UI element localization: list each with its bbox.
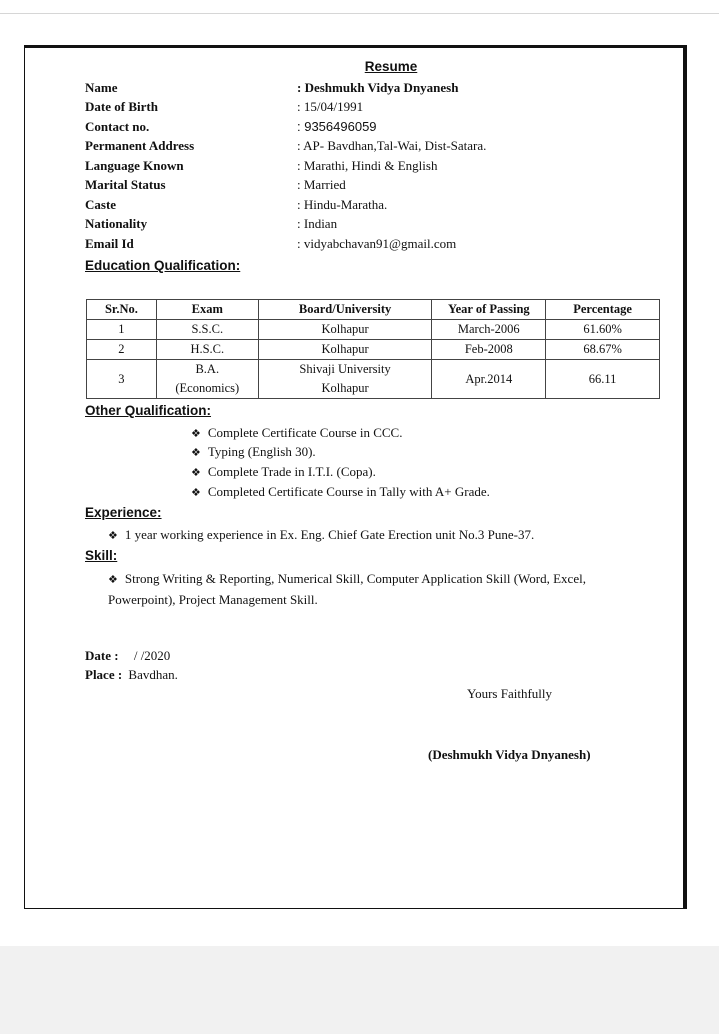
table-cell: 66.11 xyxy=(546,360,660,399)
table-cell: Apr.2014 xyxy=(432,360,546,399)
list-item xyxy=(191,425,402,441)
table-cell: S.S.C. xyxy=(156,320,258,340)
bullet-icon: ❖ xyxy=(108,530,118,542)
other-qualification-heading: Other Qualification: xyxy=(85,403,212,418)
board-line: Kolhapur xyxy=(321,381,369,395)
table-cell xyxy=(258,360,432,399)
list-item xyxy=(191,464,376,480)
date-line xyxy=(85,648,170,664)
date-value: / /2020 xyxy=(133,648,171,663)
column-header: Exam xyxy=(156,300,258,320)
skill-heading: Skill: xyxy=(85,548,118,563)
table-cell: Kolhapur xyxy=(258,320,432,340)
signature: (Deshmukh Vidya Dnyanesh) xyxy=(428,747,591,762)
language-value: : Marathi, Hindi & English xyxy=(297,158,438,173)
bullet-icon: ❖ xyxy=(108,574,118,586)
place-label: Place : xyxy=(85,667,123,682)
education-table xyxy=(86,299,660,399)
date-label: Date : xyxy=(85,648,119,663)
table-row xyxy=(87,320,660,340)
bullet-icon: ❖ xyxy=(191,467,201,479)
address-value: : AP- Bavdhan,Tal-Wai, Dist-Satara. xyxy=(297,138,487,153)
board-line: Shivaji University xyxy=(299,362,391,376)
table-header-row xyxy=(87,300,660,320)
nationality-value: : Indian xyxy=(297,216,338,231)
list-item-text: Typing (English 30). xyxy=(207,444,316,459)
table-cell: March-2006 xyxy=(432,320,546,340)
list-item-text: 1 year working experience in Ex. Eng. Chief Gate Erection unit No.3 Pune-37. xyxy=(124,527,535,542)
bullet-icon: ❖ xyxy=(191,487,201,499)
table-cell: Kolhapur xyxy=(258,340,432,360)
list-item xyxy=(108,569,648,610)
column-header: Sr.No. xyxy=(87,300,157,320)
top-divider xyxy=(0,13,719,14)
dob-label: Date of Birth xyxy=(85,99,158,114)
table-cell: 68.67% xyxy=(546,340,660,360)
contact-value: : 9356496059 xyxy=(297,119,377,134)
column-header: Year of Passing xyxy=(432,300,546,320)
closing-text: Yours Faithfully xyxy=(467,686,553,701)
table-row xyxy=(87,360,660,399)
table-row xyxy=(87,340,660,360)
name-label: Name xyxy=(85,80,118,95)
experience-heading: Experience: xyxy=(85,505,162,520)
caste-label: Caste xyxy=(85,197,117,212)
list-item-text: Completed Certificate Course in Tally with A+ Grade. xyxy=(207,484,490,499)
column-header: Board/University xyxy=(258,300,432,320)
marital-label: Marital Status xyxy=(85,177,166,192)
marital-value: : Married xyxy=(297,177,346,192)
table-cell: 3 xyxy=(87,360,157,399)
bullet-icon: ❖ xyxy=(191,428,201,440)
list-item xyxy=(108,527,534,543)
bottom-band xyxy=(0,946,719,1034)
place-value: Bavdhan. xyxy=(128,667,178,682)
dob-value: : 15/04/1991 xyxy=(297,99,364,114)
table-cell: 61.60% xyxy=(546,320,660,340)
table-cell: Feb-2008 xyxy=(432,340,546,360)
table-cell xyxy=(156,360,258,399)
exam-line: B.A. xyxy=(195,362,220,376)
list-item-text: Strong Writing & Reporting, Numerical Skill, Computer Application Skill (Word, Excel, Powerpoint), Project Management Skill. xyxy=(108,571,586,607)
table-cell: H.S.C. xyxy=(156,340,258,360)
bullet-icon: ❖ xyxy=(191,447,201,459)
table-cell: 2 xyxy=(87,340,157,360)
list-item-text: Complete Trade in I.T.I. (Copa). xyxy=(207,464,376,479)
list-item xyxy=(191,484,490,500)
list-item xyxy=(191,444,316,460)
caste-value: : Hindu-Maratha. xyxy=(297,197,388,212)
email-value: : vidyabchavan91@gmail.com xyxy=(297,236,457,251)
table-cell: 1 xyxy=(87,320,157,340)
list-item-text: Complete Certificate Course in CCC. xyxy=(207,425,403,440)
education-heading: Education Qualification: xyxy=(85,258,241,273)
nationality-label: Nationality xyxy=(85,216,148,231)
address-label: Permanent Address xyxy=(85,138,195,153)
page-title: Resume xyxy=(364,59,418,74)
place-line xyxy=(85,667,178,683)
name-value: : Deshmukh Vidya Dnyanesh xyxy=(297,80,459,95)
contact-label: Contact no. xyxy=(85,119,150,134)
email-label: Email Id xyxy=(85,236,134,251)
exam-line: (Economics) xyxy=(175,381,240,395)
column-header: Percentage xyxy=(546,300,660,320)
language-label: Language Known xyxy=(85,158,184,173)
